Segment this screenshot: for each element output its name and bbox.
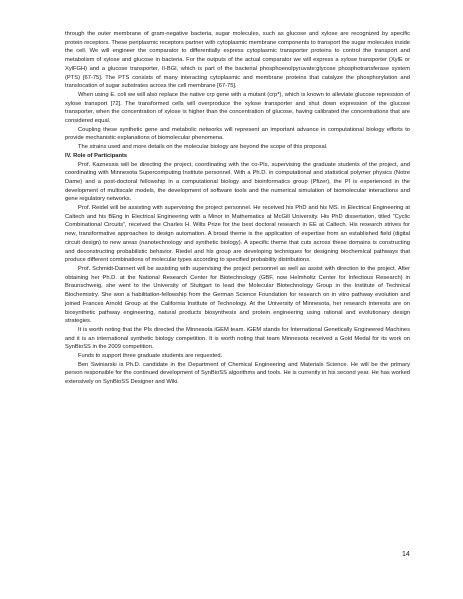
- paragraph-coupling: Coupling these synthetic gene and metabolic networks will represent an important advance in computational biology efforts to provide mechanistic explanations of biomolecular phenomena.: [65, 126, 410, 142]
- document-body: [65, 30, 410, 387]
- paragraph-kaznessis: Prof. Kaznessis will be directing the project, coordinating with the co-PIs, supervising the graduate students of the project, and coordinating with Minnesota Supercomputing Institute personnel. With a Ph.D. in computational and statistical polymer physics (Notre Dame) and a post-doctoral fellowship in a computational biology and bioinformatics group (Pfizer), the PI is experienced in the development of multiscale models, the development of software tools and the numerical simulation of biomolecular interactions and gene regulatory networks.: [65, 161, 410, 203]
- section-heading: IV. Role of Participants: [65, 152, 128, 159]
- paragraph-membrane: through the outer membrane of gram-negative bacteria, sugar molecules, such as glucose and xylose are recognized by specific protein receptors. These periplasmic receptors partner with cytoplasmic membrane components to transport the sugar molecules inside the cell. We will engineer the comparator to differentially express cytoplasmic transporter proteins to control the transport and metabolism of xylose and glucose in bacteria. For the outputs of the actual comparator we will express a xylose transporter (XylE or XylFGH) and a glucose transporter, II-BGl, which is part of the bacterial phosphoenolpyruvate:glycose phosphotransferase system (PTS) [67-75]. The PTS consists of many interacting cytoplasmic and membrane proteins that catalyze the phosphorylation and translocation of sugar substrates across the cell membrane [67-75].: [65, 31, 410, 90]
- paragraph-strains: The strains used and more details on the molecular biology are beyond the scope of this proposal.: [78, 144, 328, 151]
- paragraph-funds: Funds to support three graduate students are requested.: [78, 353, 223, 360]
- page-number: 14: [402, 551, 410, 558]
- paragraph-reidel: Prof. Reidel will be assisting with supervising the project personnel. He received his PhD and his MS. in Electrical Engineering at Caltech and his BEng in Electrical Engineering with a Minor in Mathematics at McGill University. His PhD dissertation, titled “Cyclic Combinational Circuits”, received the Charles H. Wilts Prize for the best doctoral research in EE at Caltech. His research strives for new, transformative approaches to design automation. A broad theme is the application of expertise from an established field (digital circuit design) to new areas (nanotechnology and synthetic biology). A specific theme that cuts across these domains is constructing and deconstructing probabilistic behavior. Riedel and his group are developing techniques for designing biochemical pathways that produce different combinations of molecular types according to specified probability distributions.: [65, 205, 410, 264]
- paragraph-igem: It is worth noting that the PIs directed the Minnesota iGEM team. iGEM stands for International Genetically Engineered Machines and it is an international synthetic biology competition. It is worth noting that team Minnesota received a Gold Medal for its work on SynBioSS in the 2009 competition.: [65, 326, 410, 351]
- paragraph-schmidt-dannert: Prof. Schmidt-Dannert will be assisting with supervising the project personnel as well as assist with direction to the project. After obtaining her Ph.D. at the National Research Center for Biotechnology (GBF, now Helmholtz Center for Infectious Research) in Braunschweig, she went to the University of Stuttgart to lead the Molecular Biotechnology Group in the Institute of Technical Biochemistry. She won a habilitation-fellowship from the German Science Foundation for research on in vitro pathway evolution and joined Frances Arnold Group at the California Institute of Technology. At the University of Minnesota, her research interests are on biosynthetic pathway engineering, natural products biosynthesis and protein engineering using rational and evolutionary design strategies.: [65, 265, 410, 325]
- paragraph-swiniarski: Ben Swiniarski is Ph.D. candidate in the Department of Chemical Engineering and Materials Science. He will be the primary person responsible for the continued development of SynBioSS algorithms and tools. He is currently in his second year. He has worked extensively on SynBioSS Designer and Wiki.: [65, 361, 410, 386]
- paragraph-ecoli: When using E. coli we will also replace the native crp gene with a mutant (crp*), which is known to alleviate glucose repression of xylose transport [72]. The transformed cells will overproduce the xylose transporter and shut down expression of the glucose transporter, when the concentration of xylose is higher than the concentration of glucose, having calibrated the concentrations that are considered equal.: [65, 91, 410, 125]
